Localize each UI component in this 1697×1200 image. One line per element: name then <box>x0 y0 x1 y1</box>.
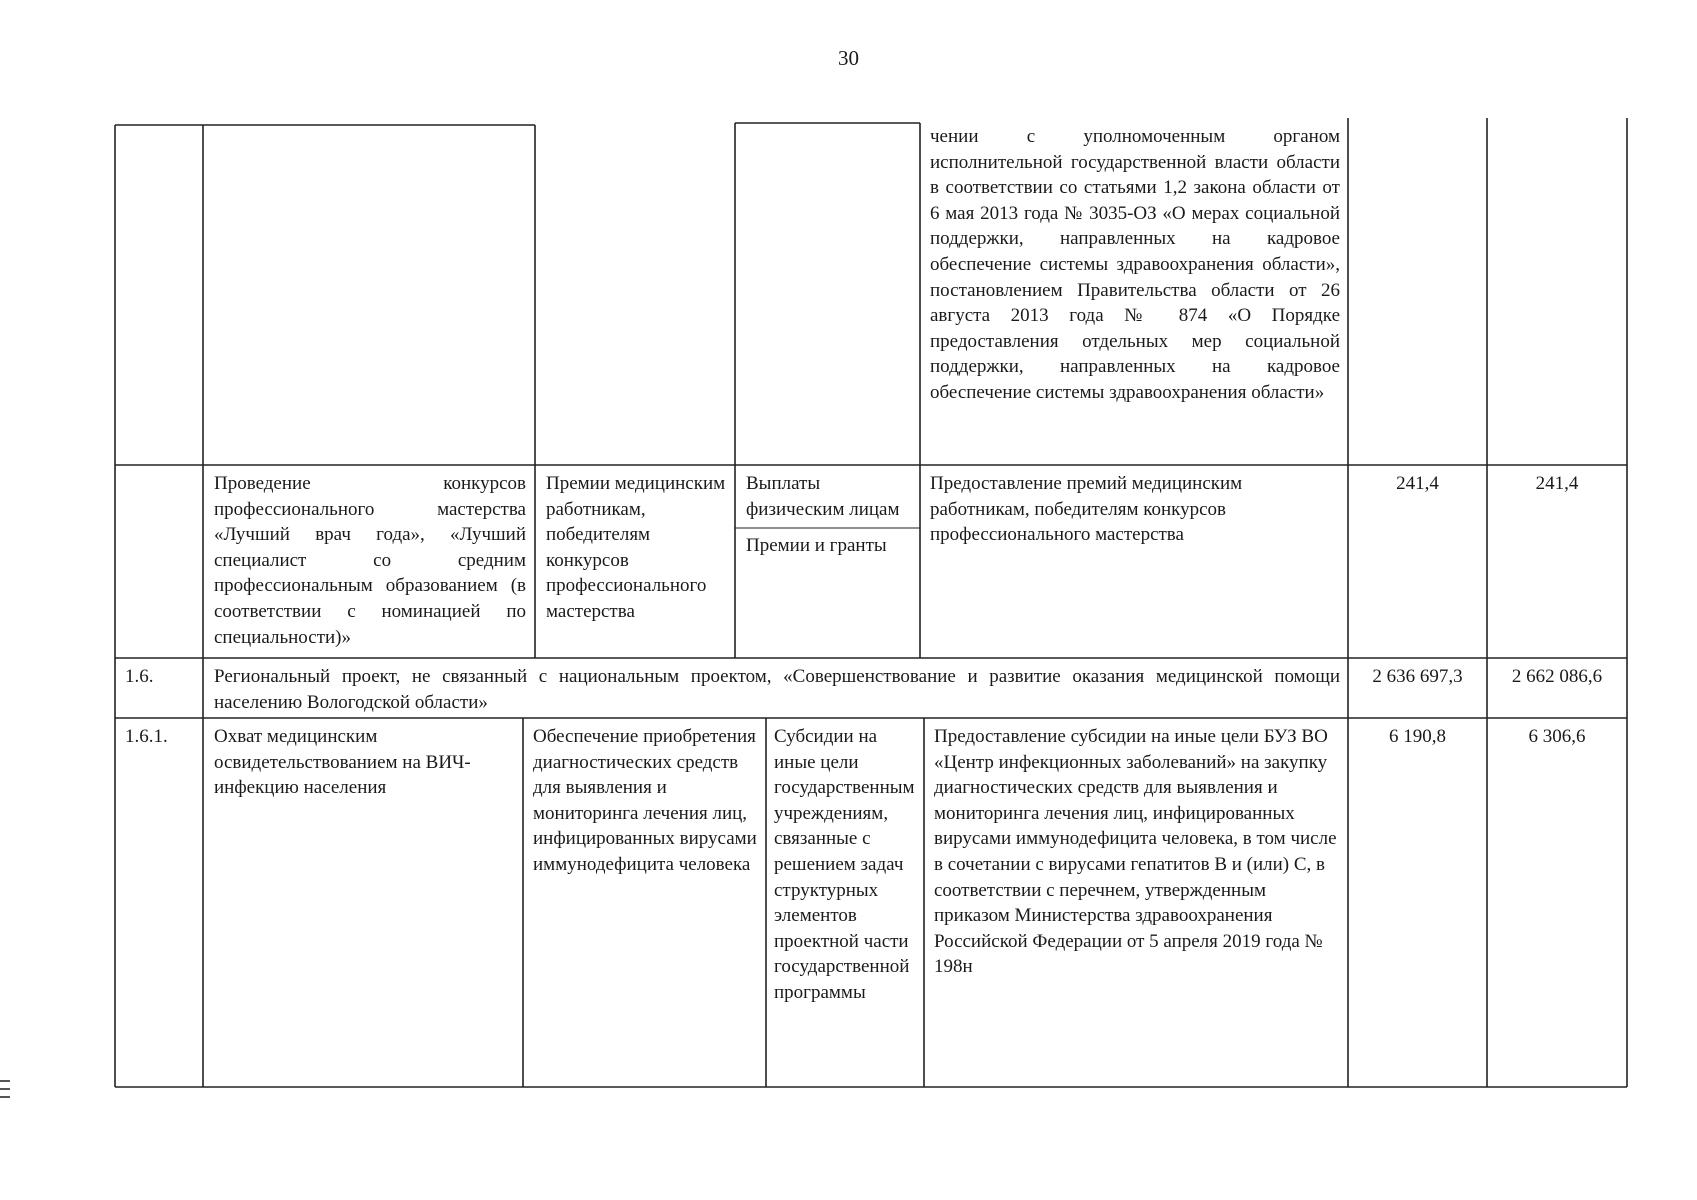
value-cell: 6 306,6 <box>1528 726 1586 747</box>
value-cell: 2 636 697,3 <box>1372 666 1463 687</box>
purpose-cell: Премии медицинским работникам, победителям конкурсов профессионального мастерства <box>546 473 726 622</box>
expense-type-cell: Выплаты физическим лицам <box>746 473 900 520</box>
value-cell: 2 662 086,6 <box>1511 666 1603 687</box>
activity-cell: Охват медицинским освидетельствованием на ВИЧ-инфекцию населения <box>214 726 471 799</box>
page-number: 30 <box>838 46 859 70</box>
activity-cell: Проведение конкурсов профессионального мастерства «Лучший врач года», «Лучший специалист со средним профессиональным образованием (в соответствии с номинацией по специальности)» <box>214 473 526 648</box>
value-cell: 241,4 <box>1535 473 1579 494</box>
description-cell: Предоставление премий медицинским работникам, победителям конкурсов профессионального мастерства <box>930 473 1243 546</box>
purpose-cell: Обеспечение приобретения диагностических средств для выявления и мониторинга лечения лиц, инфицированных вирусами иммунодефицита человека <box>533 726 757 875</box>
value-cell: 6 190,8 <box>1389 726 1446 747</box>
project-title: Региональный проект, не связанный с национальным проектом, «Совершенствование и развитие оказания медицинской помощи населению Вологодской области» <box>214 666 1340 713</box>
margin-mark <box>0 1080 10 1104</box>
row-number: 1.6. <box>125 666 154 687</box>
description-cell: Предоставление субсидии на иные цели БУЗ ВО «Центр инфекционных заболеваний» на закупку диагностических средств для выявления и мониторинга лечения лиц, инфицированных вирусами иммунодефицита человека, в том числе в сочетании с вирусами гепатитов В и (или) С, в соответствии с перечнем, утвержденным приказом Министерства здравоохранения Российской Федерации от 5 апреля 2019 года № 198н <box>934 726 1337 978</box>
continuation-text: чении с уполномоченным органом исполнительной государственной власти области в соответствии со статьями 1,2 закона области от 6 мая 2013 года № 3035-ОЗ «О мерах социальной поддержки, направленных на кадровое обеспечение системы здравоохранения области», постановлением Правительства области от 26 августа 2013 года № 874 «О Порядке предоставления отдельных мер социальной поддержки, направленных на кадровое обеспечение системы здравоохранения области» <box>930 126 1340 403</box>
row-number: 1.6.1. <box>125 726 168 747</box>
expense-type-cell: Премии и гранты <box>746 535 887 556</box>
expense-type-cell: Субсидии на иные цели государственным учреждениям, связанные с решением задач структурных элементов проектной части государственной программы <box>774 726 915 1003</box>
value-cell: 241,4 <box>1396 473 1439 494</box>
